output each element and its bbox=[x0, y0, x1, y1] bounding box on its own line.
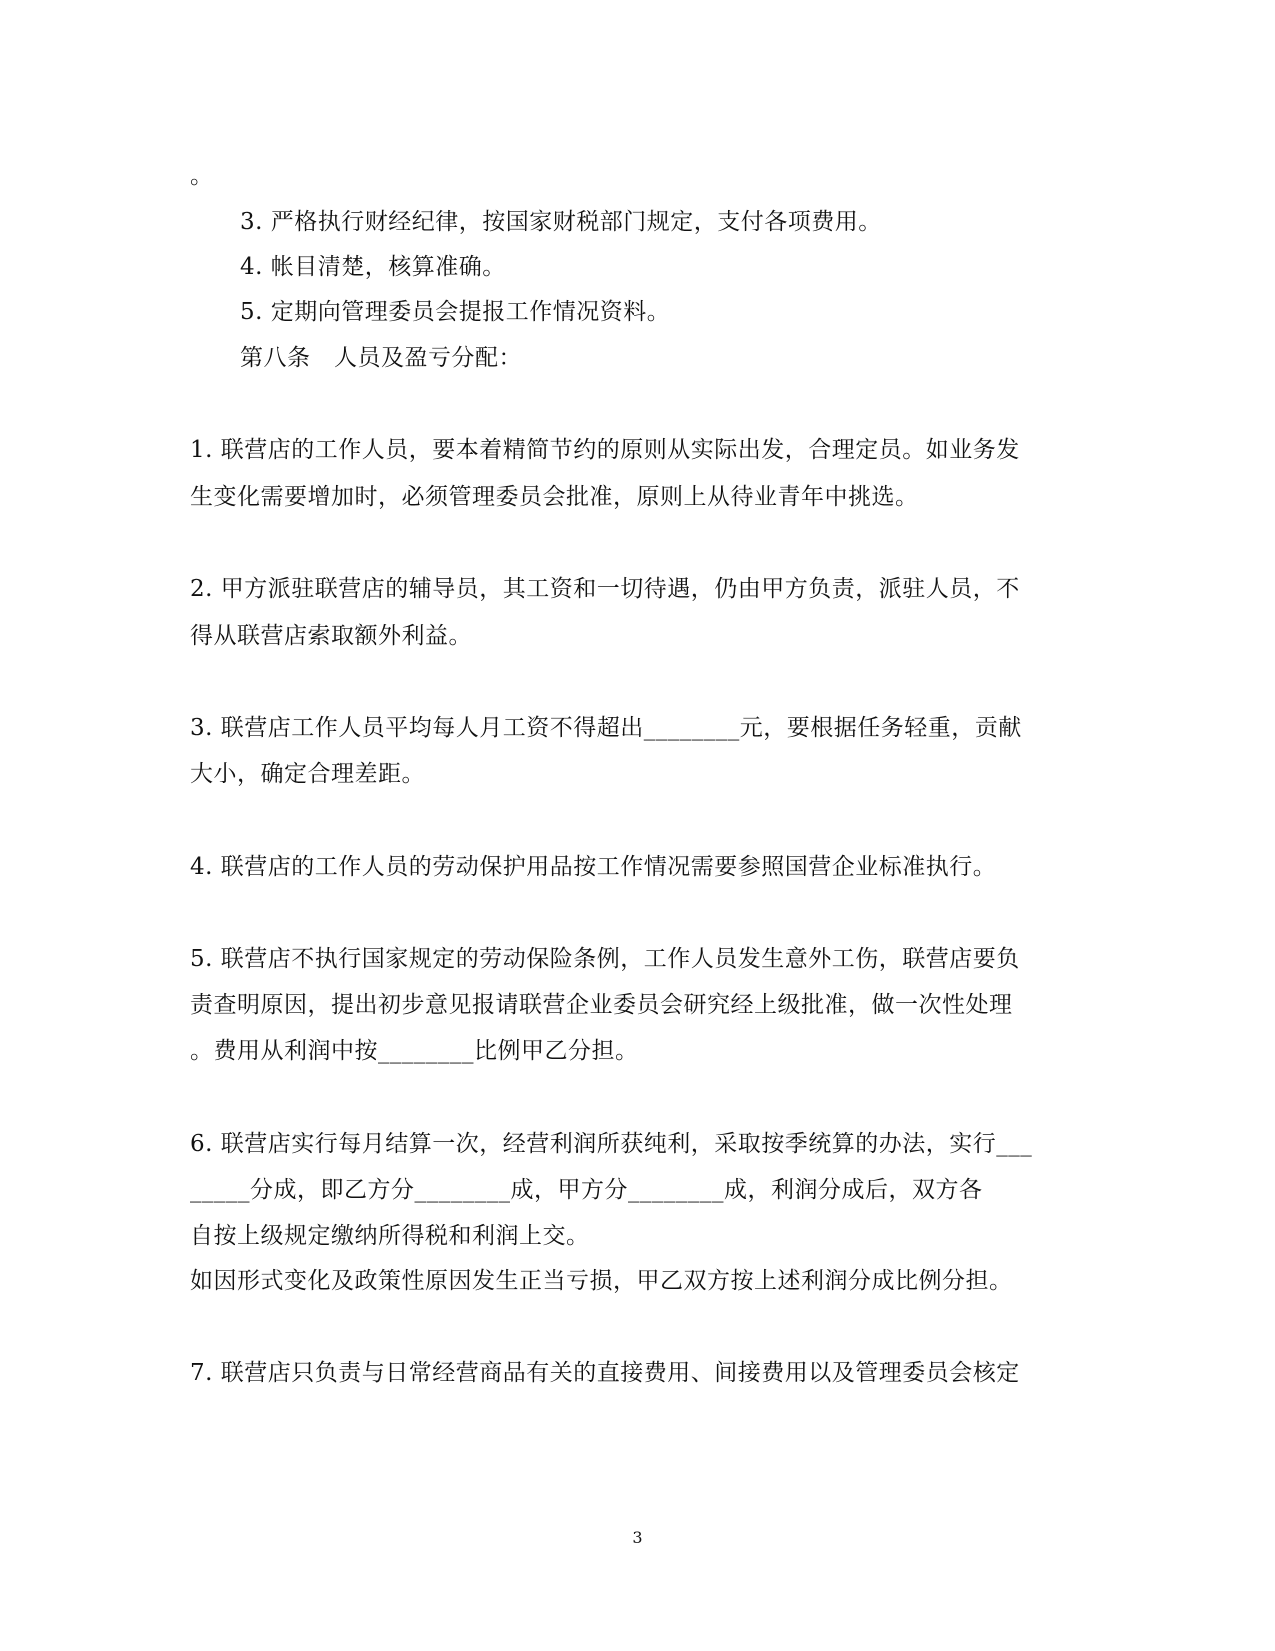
text-line: 。费用从利润中按________比例甲乙分担。 bbox=[190, 1038, 639, 1064]
text-line: 5. 联营店不执行国家规定的劳动保险条例，工作人员发生意外工伤，联营店要负 bbox=[190, 946, 1020, 972]
text-line: 大小，确定合理差距。 bbox=[190, 761, 425, 787]
text-line: 4. 联营店的工作人员的劳动保护用品按工作情况需要参照国营企业标准执行。 bbox=[190, 854, 997, 880]
section-heading: 第八条 人员及盈亏分配： bbox=[240, 345, 522, 371]
text-line: 生变化需要增加时，必须管理委员会批准，原则上从待业青年中挑选。 bbox=[190, 484, 919, 510]
text-line: 3. 联营店工作人员平均每人月工资不得超出________元，要根据任务轻重，贡献 bbox=[190, 715, 1022, 741]
text-line: 2. 甲方派驻联营店的辅导员，其工资和一切待遇，仍由甲方负责，派驻人员，不 bbox=[190, 576, 1020, 602]
text-line: 3. 严格执行财经纪律，按国家财税部门规定，支付各项费用。 bbox=[240, 209, 882, 235]
text-line: 。 bbox=[190, 163, 214, 189]
text-line: 得从联营店索取额外利益。 bbox=[190, 623, 472, 649]
text-line: 6. 联营店实行每月结算一次，经营利润所获纯利，采取按季统算的办法，实行___ bbox=[190, 1131, 1033, 1157]
text-line: 1. 联营店的工作人员，要本着精简节约的原则从实际出发，合理定员。如业务发 bbox=[190, 437, 1020, 463]
text-line: _____分成，即乙方分________成，甲方分________成，利润分成后，双方各 bbox=[190, 1177, 983, 1203]
page-number: 3 bbox=[632, 1528, 643, 1547]
text-line: 7. 联营店只负责与日常经营商品有关的直接费用、间接费用以及管理委员会核定 bbox=[190, 1360, 1020, 1386]
text-line: 自按上级规定缴纳所得税和利润上交。 bbox=[190, 1223, 590, 1249]
text-line: 4. 帐目清楚，核算准确。 bbox=[240, 254, 506, 280]
text-line: 责查明原因，提出初步意见报请联营企业委员会研究经上级批准，做一次性处理 bbox=[190, 992, 1013, 1018]
text-line: 5. 定期向管理委员会提报工作情况资料。 bbox=[240, 299, 671, 325]
text-line: 如因形式变化及政策性原因发生正当亏损，甲乙双方按上述利润分成比例分担。 bbox=[190, 1268, 1013, 1294]
